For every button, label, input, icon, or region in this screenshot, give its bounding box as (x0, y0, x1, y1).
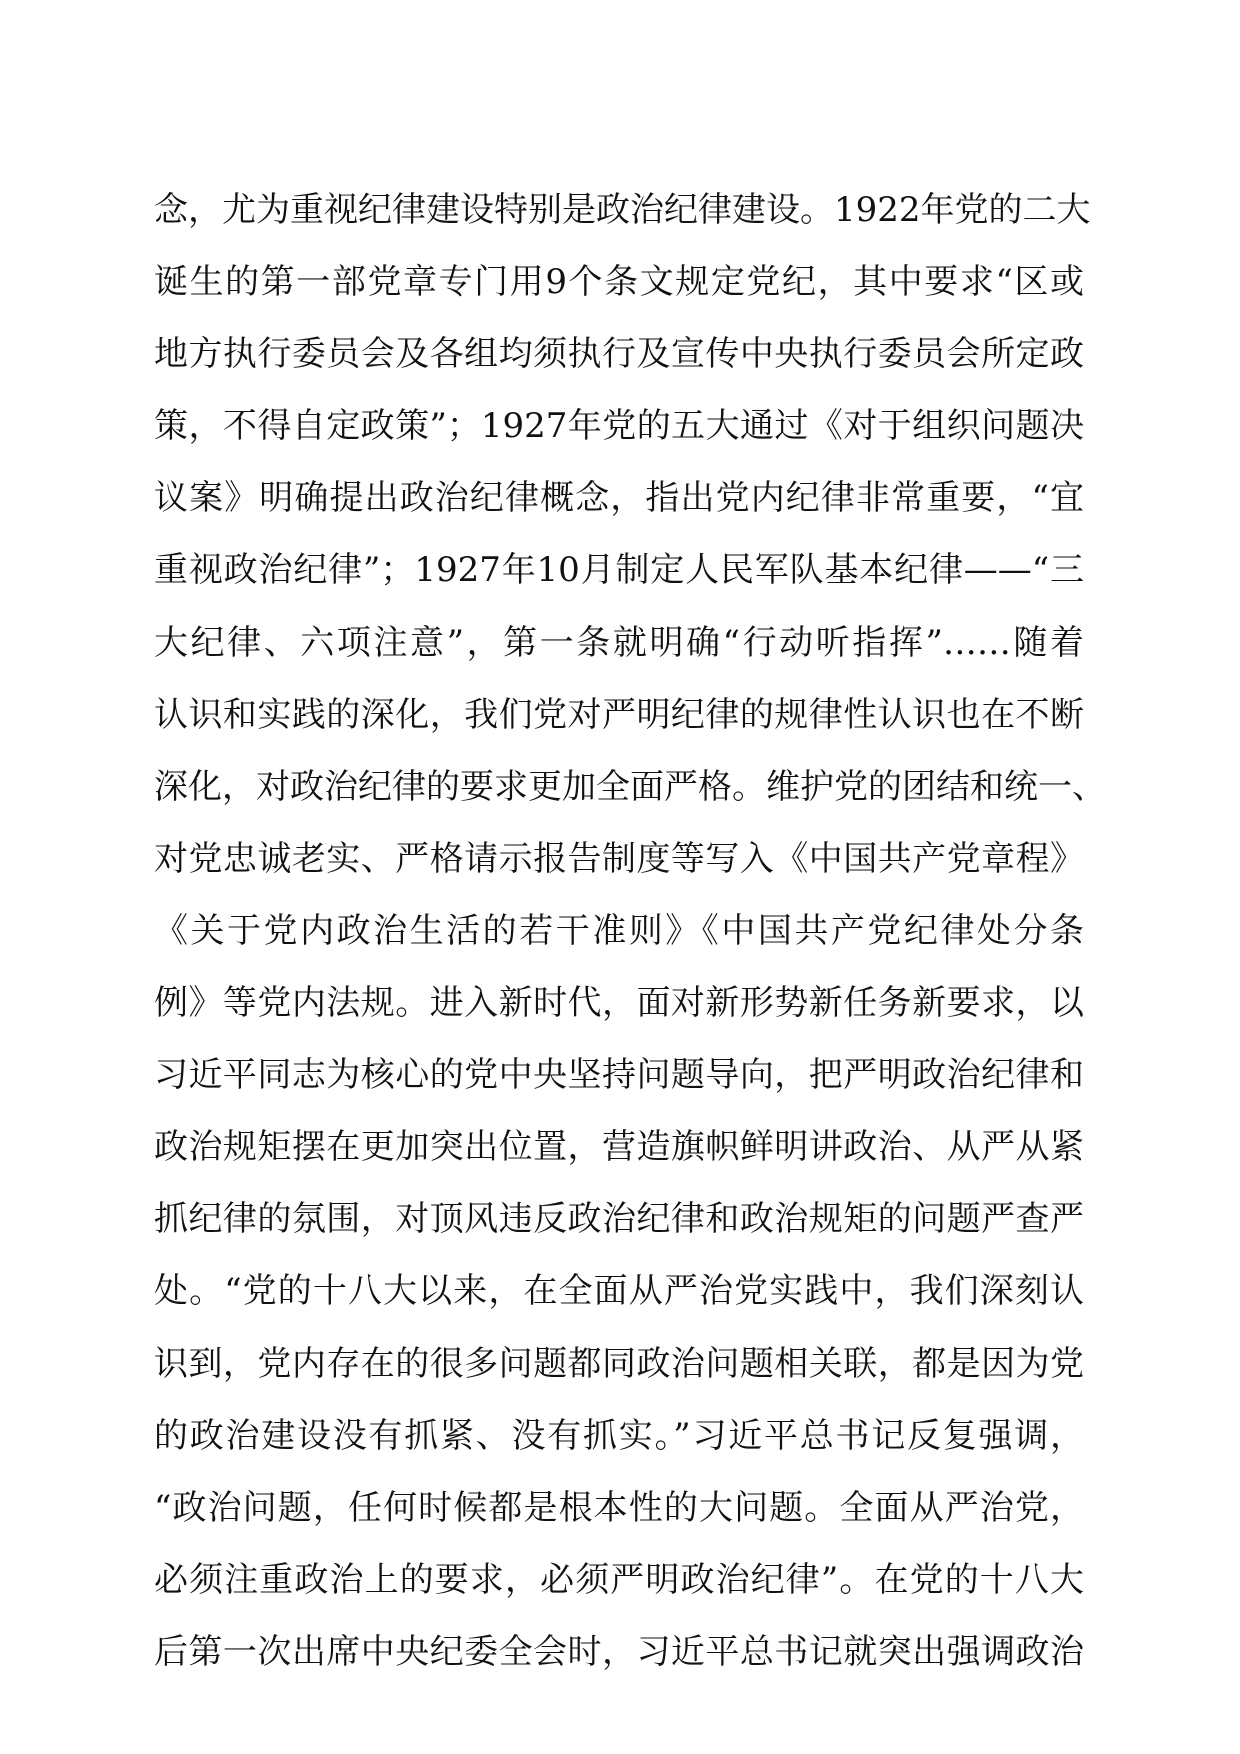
text-line-19: “政治问题，任何时候都是根本性的大问题。全面从严治党， (154, 1487, 1084, 1528)
body-paragraph (154, 186, 1106, 1676)
text-line-1: 念，尤为重视纪律建设特别是政治纪律建设。1922年党的二大 (154, 190, 1091, 230)
text-line-12: 例》等党内法规。进入新时代，面对新形势新任务新要求，以 (154, 983, 1084, 1024)
text-line-18: 的政治建设没有抓紧、没有抓实。”习近平总书记反复强调， (154, 1415, 1084, 1456)
text-line-20: 必须注重政治上的要求，必须严明政治纪律”。在党的十八大 (154, 1559, 1084, 1600)
text-line-2: 诞生的第一部党章专门用9个条文规定党纪，其中要求“区或 (154, 262, 1084, 303)
text-line-3: 地方执行委员会及各组均须执行及宣传中央执行委员会所定政 (154, 334, 1084, 375)
text-line-16: 处。“党的十八大以来，在全面从严治党实践中，我们深刻认 (154, 1271, 1084, 1312)
text-line-5: 议案》明确提出政治纪律概念，指出党内纪律非常重要，“宜 (154, 478, 1084, 519)
text-line-9: 深化，对政治纪律的要求更加全面严格。维护党的团结和统一、 (154, 766, 1106, 807)
text-line-10: 对党忠诚老实、严格请示报告制度等写入《中国共产党章程》 (154, 838, 1084, 879)
text-line-8: 认识和实践的深化，我们党对严明纪律的规律性认识也在不断 (154, 694, 1084, 735)
text-line-11: 《关于党内政治生活的若干准则》《中国共产党纪律处分条 (154, 910, 1084, 951)
text-line-14: 政治规矩摆在更加突出位置，营造旗帜鲜明讲政治、从严从紧 (154, 1127, 1084, 1168)
text-line-13: 习近平同志为核心的党中央坚持问题导向，把严明政治纪律和 (154, 1055, 1084, 1096)
text-line-4: 策，不得自定政策”；1927年党的五大通过《对于组织问题决 (154, 406, 1084, 447)
text-line-21: 后第一次出席中央纪委全会时，习近平总书记就突出强调政治 (154, 1631, 1084, 1672)
text-line-17: 识到，党内存在的很多问题都同政治问题相关联，都是因为党 (154, 1343, 1084, 1384)
text-line-15: 抓纪律的氛围，对顶风违反政治纪律和政治规矩的问题严查严 (154, 1199, 1084, 1240)
text-line-6: 重视政治纪律”；1927年10月制定人民军队基本纪律——“三 (154, 550, 1084, 591)
text-line-7: 大纪律、六项注意”，第一条就明确“行动听指挥”……随着 (154, 622, 1084, 663)
